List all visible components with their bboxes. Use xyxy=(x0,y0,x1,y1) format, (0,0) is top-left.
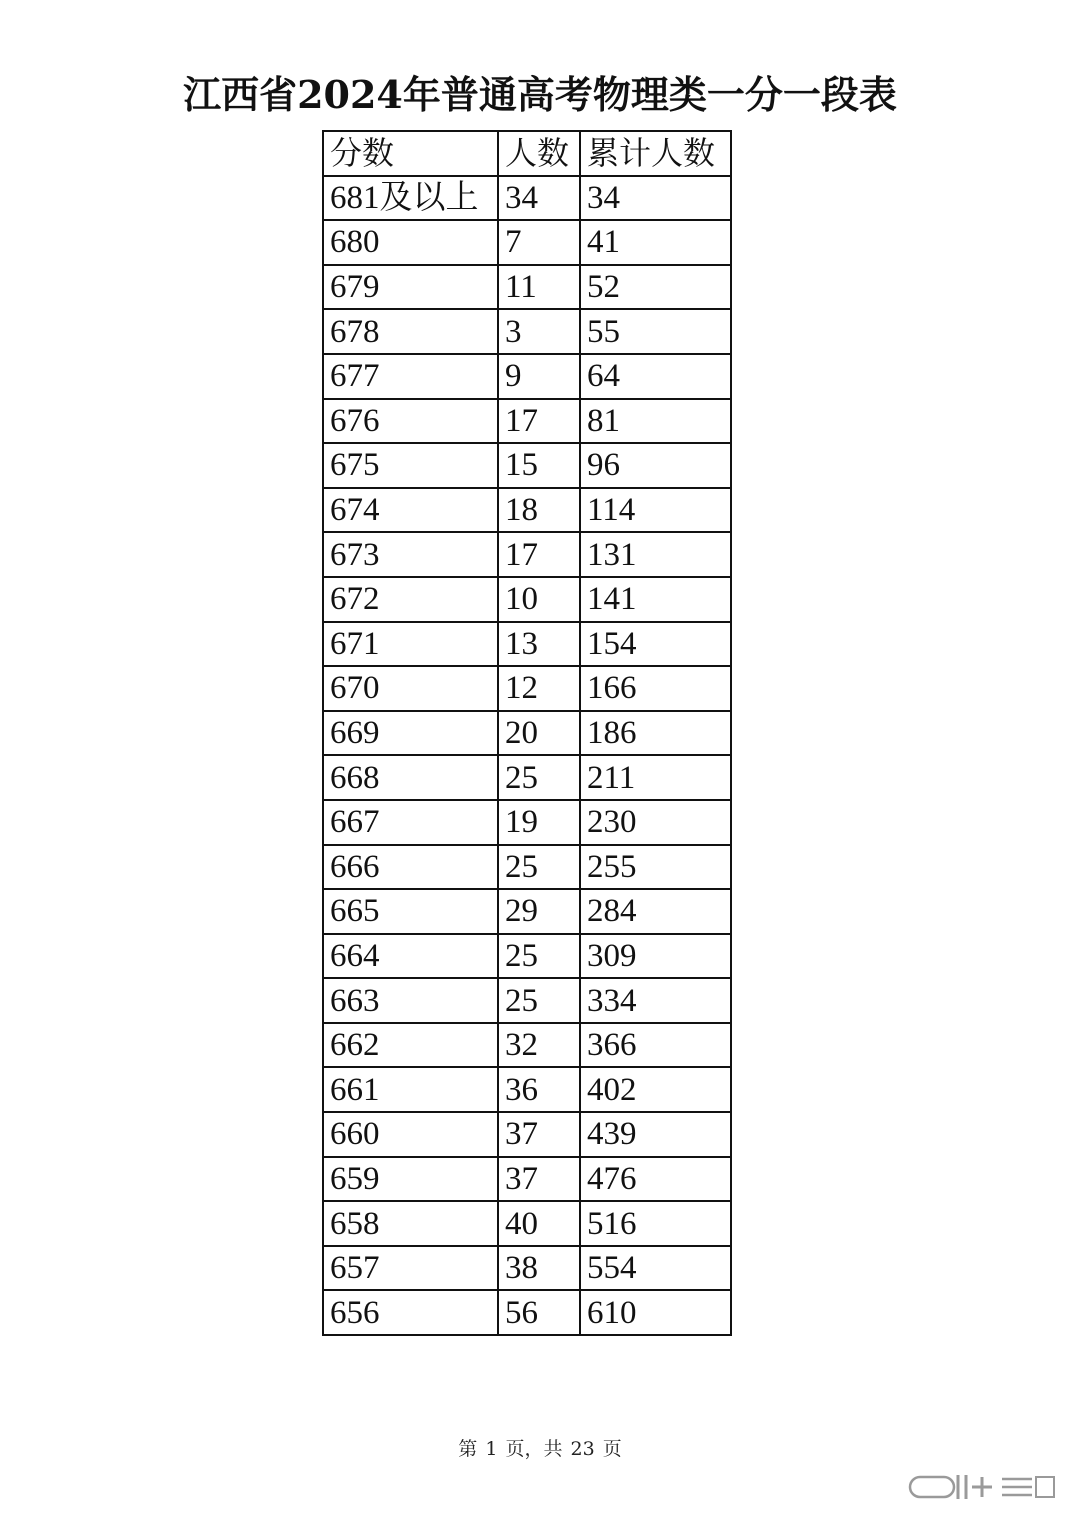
cell-cumulative: 366 xyxy=(580,1023,731,1068)
table-row xyxy=(323,1246,731,1291)
cell-score: 669 xyxy=(323,711,498,756)
cell-score: 677 xyxy=(323,354,498,399)
cell-score: 675 xyxy=(323,443,498,488)
header-score: 分数 xyxy=(323,131,498,176)
cell-count: 11 xyxy=(498,265,580,310)
cell-count: 13 xyxy=(498,622,580,667)
table-row xyxy=(323,666,731,711)
score-distribution-table xyxy=(322,130,732,1336)
cell-count: 38 xyxy=(498,1246,580,1291)
table-row xyxy=(323,176,731,221)
table-header-row xyxy=(323,131,731,176)
cell-score: 673 xyxy=(323,532,498,577)
cell-score: 662 xyxy=(323,1023,498,1068)
table-row xyxy=(323,443,731,488)
cell-cumulative: 230 xyxy=(580,800,731,845)
table-row xyxy=(323,354,731,399)
cell-count: 25 xyxy=(498,934,580,979)
table-row xyxy=(323,265,731,310)
cell-count: 17 xyxy=(498,399,580,444)
cell-count: 7 xyxy=(498,220,580,265)
cell-count: 17 xyxy=(498,532,580,577)
cell-count: 18 xyxy=(498,488,580,533)
page-title: 江西省2024年普通高考物理类一分一段表 xyxy=(183,72,897,117)
table-body xyxy=(323,176,731,1335)
cell-count: 32 xyxy=(498,1023,580,1068)
cell-score: 659 xyxy=(323,1157,498,1202)
cell-score: 676 xyxy=(323,399,498,444)
cell-score: 668 xyxy=(323,755,498,800)
cell-count: 37 xyxy=(498,1157,580,1202)
cell-score: 661 xyxy=(323,1067,498,1112)
cell-count: 3 xyxy=(498,309,580,354)
cell-count: 10 xyxy=(498,577,580,622)
table-row xyxy=(323,1290,731,1335)
cell-cumulative: 64 xyxy=(580,354,731,399)
cell-count: 9 xyxy=(498,354,580,399)
cell-count: 19 xyxy=(498,800,580,845)
table-row xyxy=(323,1112,731,1157)
cell-score: 670 xyxy=(323,666,498,711)
cell-score: 680 xyxy=(323,220,498,265)
cell-count: 20 xyxy=(498,711,580,756)
table-row xyxy=(323,800,731,845)
table-row xyxy=(323,978,731,1023)
table-row xyxy=(323,1157,731,1202)
cell-count: 25 xyxy=(498,755,580,800)
cell-cumulative: 402 xyxy=(580,1067,731,1112)
cell-cumulative: 476 xyxy=(580,1157,731,1202)
cell-cumulative: 154 xyxy=(580,622,731,667)
cell-count: 34 xyxy=(498,176,580,221)
table-row xyxy=(323,1023,731,1068)
cell-cumulative: 255 xyxy=(580,845,731,890)
page-footer: 第 1 页，共 23 页 xyxy=(458,1438,622,1460)
cell-score: 667 xyxy=(323,800,498,845)
cell-score: 664 xyxy=(323,934,498,979)
cell-cumulative: 309 xyxy=(580,934,731,979)
table-row xyxy=(323,220,731,265)
header-count: 人数 xyxy=(498,131,580,176)
table-row xyxy=(323,577,731,622)
cell-cumulative: 41 xyxy=(580,220,731,265)
cell-cumulative: 34 xyxy=(580,176,731,221)
cell-count: 36 xyxy=(498,1067,580,1112)
cell-score: 671 xyxy=(323,622,498,667)
cell-cumulative: 610 xyxy=(580,1290,731,1335)
cell-cumulative: 284 xyxy=(580,889,731,934)
table-row xyxy=(323,399,731,444)
table-row xyxy=(323,755,731,800)
cell-count: 15 xyxy=(498,443,580,488)
cell-cumulative: 334 xyxy=(580,978,731,1023)
cell-cumulative: 211 xyxy=(580,755,731,800)
table-row xyxy=(323,711,731,756)
cell-count: 37 xyxy=(498,1112,580,1157)
cell-cumulative: 52 xyxy=(580,265,731,310)
cell-score: 678 xyxy=(323,309,498,354)
cell-cumulative: 96 xyxy=(580,443,731,488)
table-row xyxy=(323,1067,731,1112)
cell-score: 658 xyxy=(323,1201,498,1246)
cell-score: 656 xyxy=(323,1290,498,1335)
cell-score: 663 xyxy=(323,978,498,1023)
cell-score: 674 xyxy=(323,488,498,533)
table-row xyxy=(323,934,731,979)
cell-score: 666 xyxy=(323,845,498,890)
cell-cumulative: 186 xyxy=(580,711,731,756)
watermark-logo-icon xyxy=(908,1471,1058,1503)
cell-cumulative: 516 xyxy=(580,1201,731,1246)
header-cumulative: 累计人数 xyxy=(580,131,731,176)
table-row xyxy=(323,889,731,934)
cell-cumulative: 131 xyxy=(580,532,731,577)
cell-count: 29 xyxy=(498,889,580,934)
cell-cumulative: 166 xyxy=(580,666,731,711)
cell-count: 56 xyxy=(498,1290,580,1335)
table-row xyxy=(323,845,731,890)
table-row xyxy=(323,1201,731,1246)
cell-cumulative: 439 xyxy=(580,1112,731,1157)
cell-cumulative: 55 xyxy=(580,309,731,354)
cell-score: 681及以上 xyxy=(323,176,498,221)
cell-score: 660 xyxy=(323,1112,498,1157)
cell-score: 665 xyxy=(323,889,498,934)
table-row xyxy=(323,532,731,577)
cell-cumulative: 114 xyxy=(580,488,731,533)
cell-count: 25 xyxy=(498,978,580,1023)
cell-cumulative: 81 xyxy=(580,399,731,444)
cell-cumulative: 141 xyxy=(580,577,731,622)
cell-score: 672 xyxy=(323,577,498,622)
table-row xyxy=(323,622,731,667)
table-row xyxy=(323,488,731,533)
table-row xyxy=(323,309,731,354)
cell-count: 12 xyxy=(498,666,580,711)
cell-count: 25 xyxy=(498,845,580,890)
cell-score: 679 xyxy=(323,265,498,310)
cell-cumulative: 554 xyxy=(580,1246,731,1291)
cell-score: 657 xyxy=(323,1246,498,1291)
cell-count: 40 xyxy=(498,1201,580,1246)
